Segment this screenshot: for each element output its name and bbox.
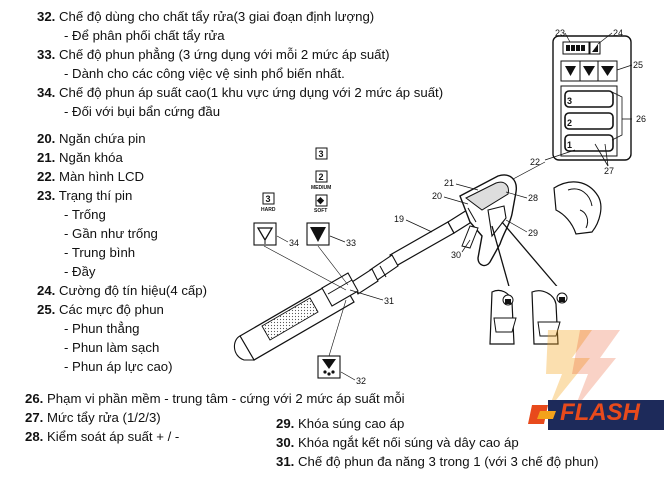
legend-text: - Phun thẳng — [64, 321, 140, 336]
svg-text:◆: ◆ — [317, 195, 324, 205]
legend-text: - Phun làm sạch — [64, 340, 160, 355]
legend-number: 21. — [37, 150, 56, 165]
control-panel — [553, 36, 632, 166]
legend-number: 32. — [37, 9, 56, 24]
legend-text: - Gần như trống — [64, 226, 158, 241]
callout-29: 29 — [528, 228, 539, 238]
legend-text: Kiểm soát áp suất + / - — [43, 429, 180, 444]
legend-number: 34. — [37, 85, 56, 100]
legend-number: 29. — [276, 416, 295, 431]
hardness-hard-symbol — [261, 193, 276, 213]
legend-number: 30. — [276, 435, 295, 450]
callout-28: 28 — [528, 193, 539, 203]
callout-31: 31 — [384, 296, 395, 306]
callout-33: 33 — [346, 238, 357, 248]
legend-text: Chế độ phun áp suất cao(1 khu vực ứng dụng với 2 mức áp suất) — [55, 85, 444, 100]
legend-text: - Trung bình — [64, 245, 136, 260]
legend-text: Ngăn chứa pin — [55, 131, 146, 146]
callout-20: 20 — [432, 191, 443, 201]
legend-text: - Phun áp lực cao) — [64, 359, 173, 374]
legend-number: 24. — [37, 283, 56, 298]
legend-number: 22. — [37, 169, 56, 184]
legend-text: Chế độ phun phẳng (3 ứng dụng với mỗi 2 mức áp suất) — [55, 47, 390, 62]
callout-19: 19 — [394, 214, 405, 224]
legend-text: - Đối với bụi bẩn cứng đầu — [64, 104, 221, 119]
legend-number: 28. — [25, 429, 44, 444]
callout-27: 27 — [604, 166, 615, 176]
mode-34-icon — [254, 223, 276, 245]
legend-number: 27. — [25, 410, 44, 425]
legend-text: Cường độ tín hiệu(4 cấp) — [55, 283, 207, 298]
legend-number: 33. — [37, 47, 56, 62]
legend-text: Trạng thí pin — [55, 188, 133, 203]
legend-text: Khóa súng cao áp — [294, 416, 405, 431]
legend-text: Ngăn khóa — [55, 150, 123, 165]
svg-text:MEDIUM: MEDIUM — [311, 185, 332, 191]
callout-21: 21 — [444, 178, 455, 188]
svg-text:3: 3 — [318, 149, 324, 159]
legend-number: 23. — [37, 188, 56, 203]
callout-26: 26 — [636, 114, 647, 124]
mode-32-icon — [318, 356, 340, 378]
svg-text:2: 2 — [567, 118, 573, 128]
legend-text: - Đầy — [64, 264, 96, 279]
callout-30: 30 — [451, 250, 462, 260]
legend-number: 20. — [37, 131, 56, 146]
svg-text:HARD: HARD — [261, 207, 276, 213]
callout-24: 24 — [613, 28, 624, 38]
legend-text: - Trống — [64, 207, 106, 222]
multi-nozzle — [234, 273, 358, 360]
svg-text:3: 3 — [567, 96, 573, 106]
callout-22: 22 — [530, 157, 541, 167]
legend-text: Mức tẩy rửa (1/2/3) — [43, 410, 161, 425]
legend-text: Màn hình LCD — [55, 169, 145, 184]
callout-34: 34 — [289, 238, 300, 248]
legend-text: - Dành cho các công việc vệ sinh phổ biến nhất. — [64, 66, 345, 81]
callout-25: 25 — [633, 60, 644, 70]
legend-number: 31. — [276, 454, 295, 469]
legend-text: Chế độ phun đa năng 3 trong 1 (với 3 chế độ phun) — [294, 454, 599, 469]
hardness-medium-symbol — [311, 171, 331, 191]
svg-text:1: 1 — [567, 140, 573, 150]
svg-text:SOFT: SOFT — [314, 208, 328, 214]
svg-text:2: 2 — [318, 172, 324, 182]
spray-lance — [352, 205, 481, 294]
legend-text: - Để phân phối chất tẩy rửa — [64, 28, 225, 43]
flash-logo-text: FLASH — [560, 399, 640, 426]
legend-text: Các mực độ phun — [55, 302, 164, 317]
legend-number: 26. — [25, 391, 44, 406]
legend-number: 25. — [37, 302, 56, 317]
legend-text: Khóa ngắt kết nối súng và dây cao áp — [294, 435, 519, 450]
svg-text:3: 3 — [265, 194, 271, 204]
mode-33-icon — [307, 223, 329, 245]
callout-23: 23 — [555, 28, 566, 38]
legend-text: Phạm vi phần mềm - trung tâm - cứng với 2 mức áp suất mỗi — [43, 391, 405, 406]
handle-detail — [552, 176, 604, 234]
legend-text: Chế độ dùng cho chất tẩy rửa(3 giai đoạn định lượng) — [55, 9, 375, 24]
callout-32: 32 — [356, 376, 367, 386]
